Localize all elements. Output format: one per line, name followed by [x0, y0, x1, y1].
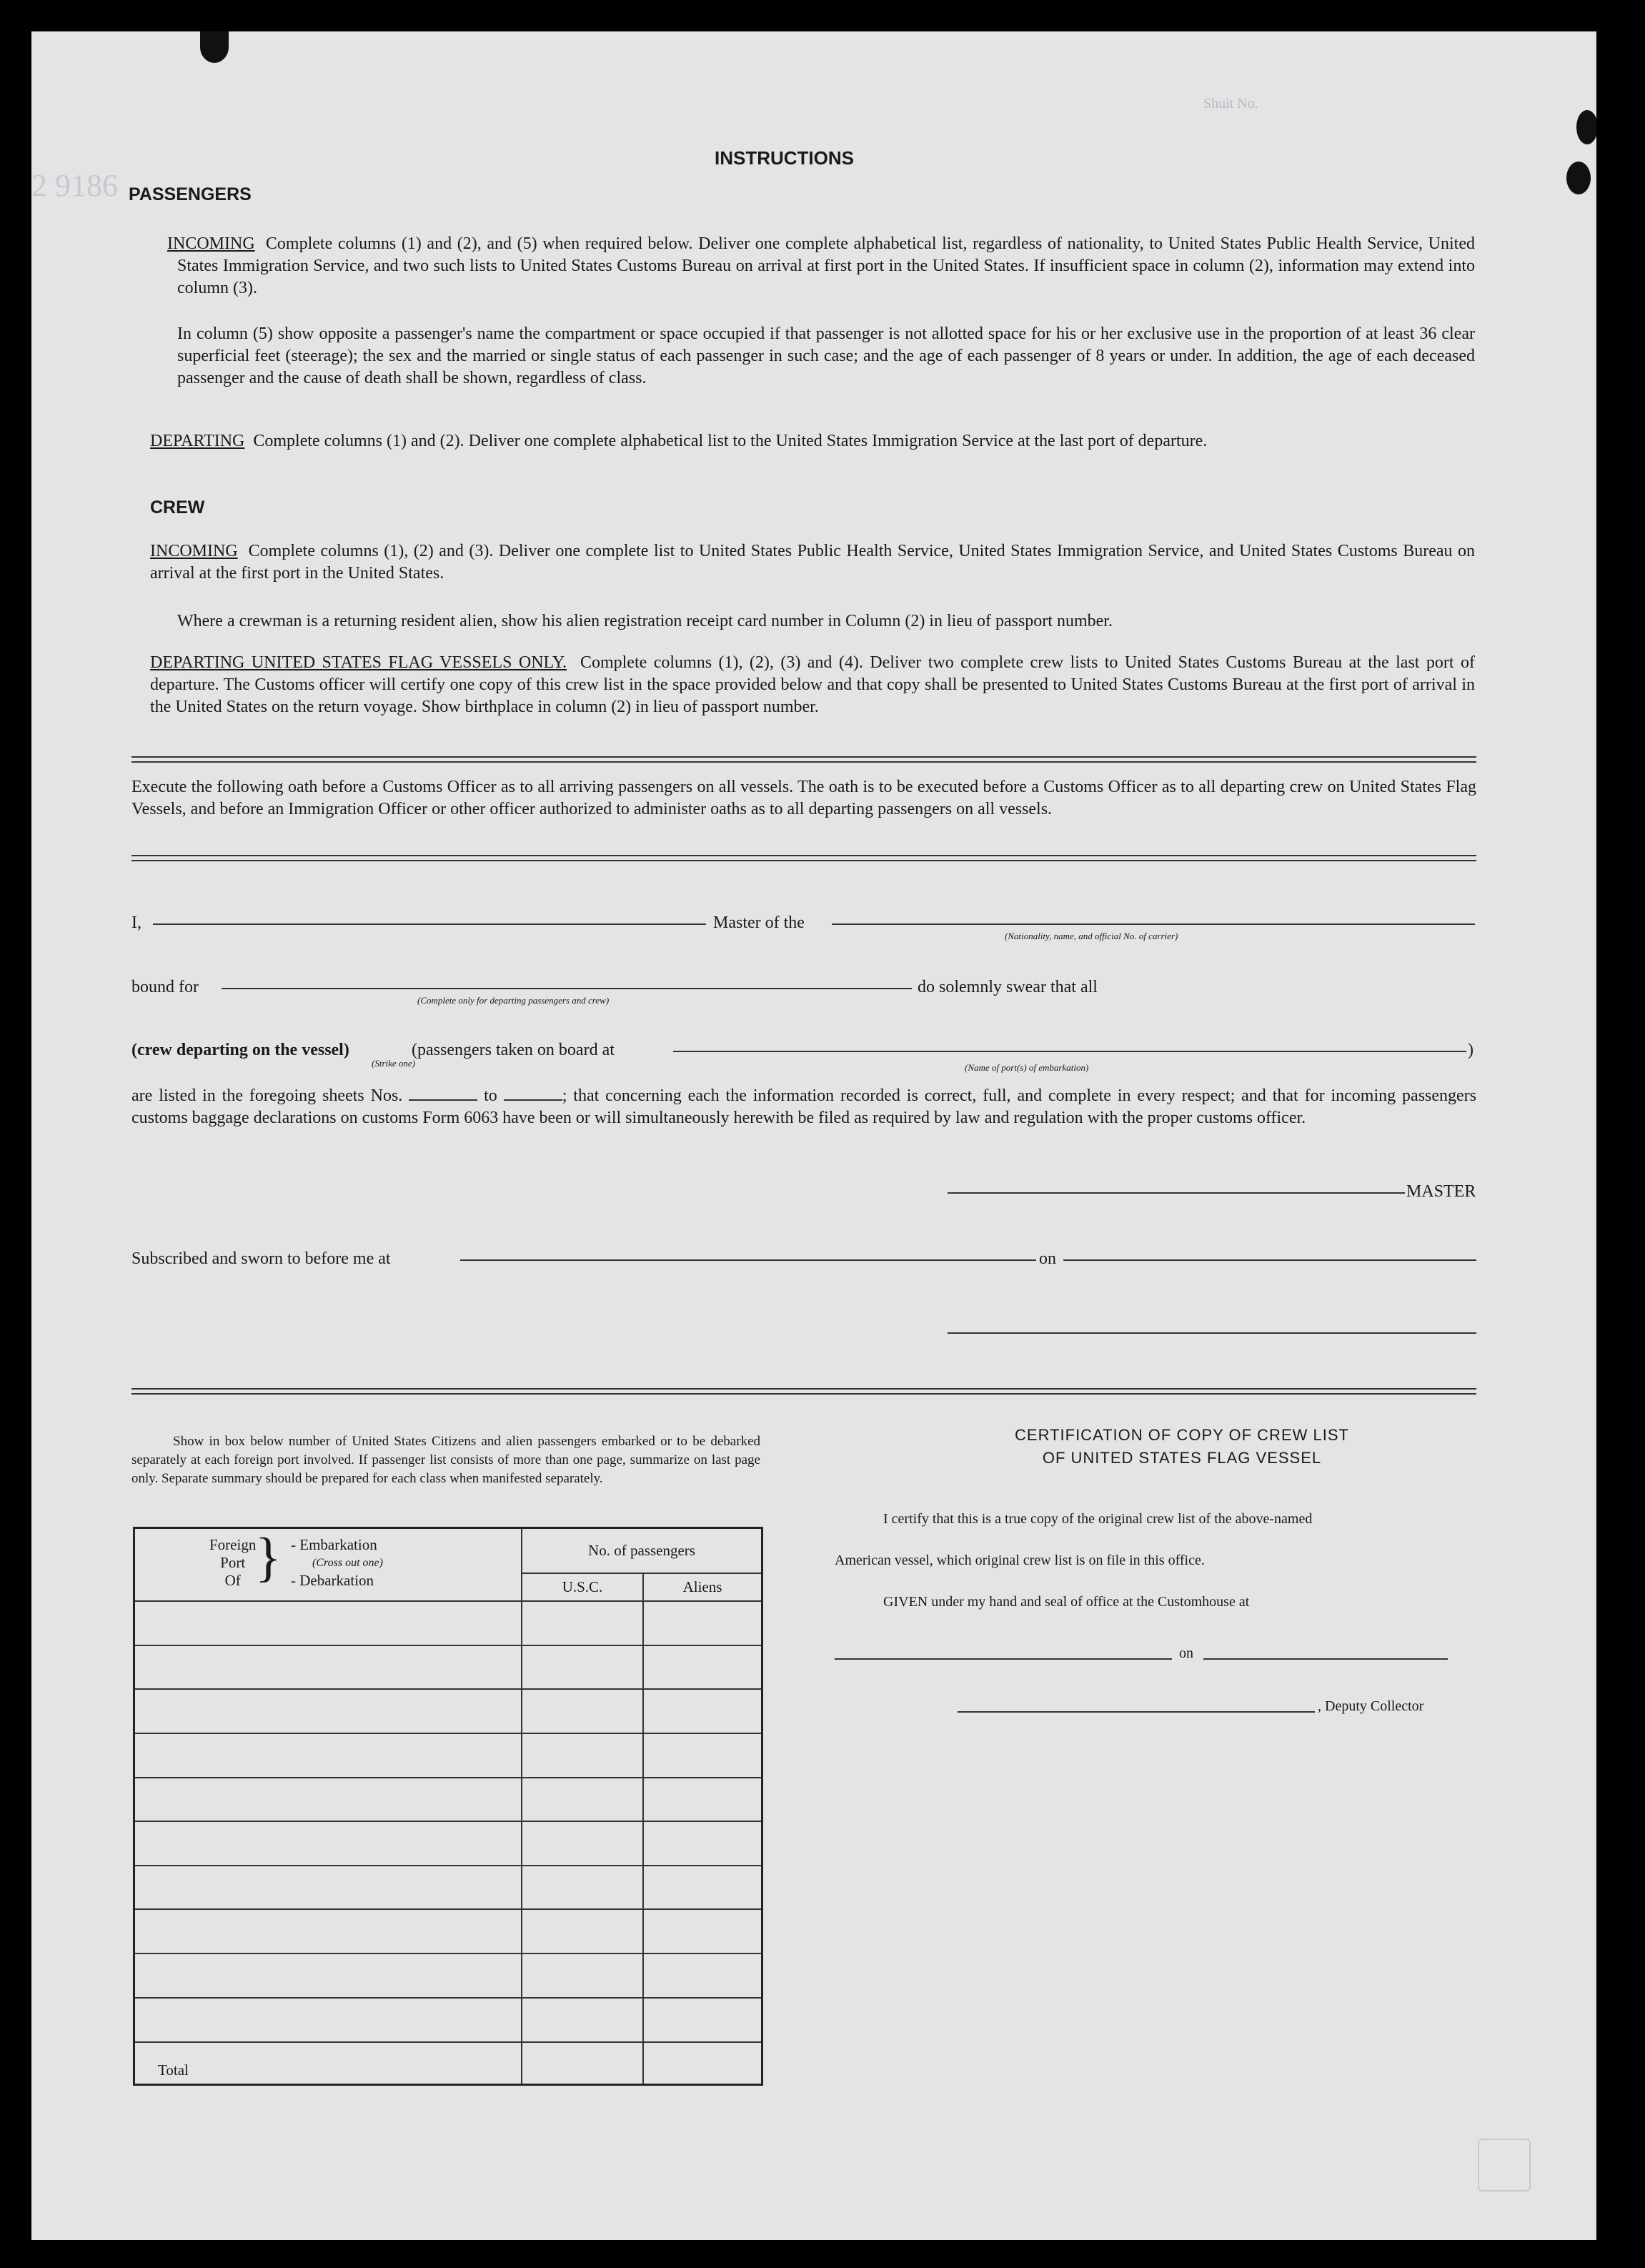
usc-cell[interactable]: [522, 1645, 643, 1690]
certification-title-line2: OF UNITED STATES FLAG VESSEL: [1042, 1449, 1322, 1467]
usc-cell[interactable]: [522, 1953, 643, 1998]
carrier-field[interactable]: [832, 923, 1475, 925]
debarkation-option[interactable]: - Debarkation: [291, 1572, 374, 1589]
usc-cell[interactable]: [522, 1909, 643, 1953]
listed-paragraph: [131, 1085, 1476, 1129]
foreign-port-of-label: [209, 1536, 256, 1590]
embark-debark-options: [291, 1536, 383, 1590]
summary-instructions-text: Show in box below number of United States Citizens and alien passengers embarked or to be debarked separately at each foreign port involved. If passenger list consists of more than one page, summarize on last page only. Separate summary should be prepared for each class when manifested separately.: [131, 1434, 760, 1486]
table-row: [134, 1601, 762, 1645]
oath-intro-text: Execute the following oath before a Customs Officer as to all arriving passengers on all vessels. The oath is to be executed before a Customs Officer as to all departing crew on United States Flag Vessels, and before an Immigration Officer or other officer authorized to administer oaths as to all departing passengers on all vessels.: [131, 778, 1476, 818]
usc-cell[interactable]: [522, 1866, 643, 1910]
port-cell[interactable]: [134, 1953, 522, 1998]
passengers-heading: PASSENGERS: [129, 184, 252, 204]
carrier-caption: (Nationality, name, and official No. of carrier): [1005, 931, 1178, 941]
aliens-cell[interactable]: [643, 1601, 762, 1645]
swear-label: do solemnly swear that all: [918, 978, 1098, 996]
punch-hole: [1576, 110, 1596, 144]
aliens-total-cell[interactable]: [643, 2042, 762, 2085]
passengers-departing-paragraph: [150, 430, 1475, 452]
ports-caption: (Name of port(s) of embarkation): [965, 1062, 1089, 1073]
faint-stamp: [1478, 2139, 1531, 2192]
total-row: [134, 2042, 762, 2085]
table-row: [134, 1998, 762, 2042]
embarkation-ports-field[interactable]: [673, 1051, 1466, 1052]
port-label: Port: [220, 1554, 246, 1571]
usc-cell[interactable]: [522, 1689, 643, 1733]
port-cell[interactable]: [134, 1998, 522, 2042]
aliens-cell[interactable]: [643, 1998, 762, 2042]
table-row: [134, 1821, 762, 1866]
crew-resident-paragraph: [177, 610, 1475, 633]
crew-departing-option-text: (crew departing on the vessel): [131, 1041, 349, 1059]
subscribed-date-field[interactable]: [1063, 1259, 1476, 1261]
crew-incoming-label: INCOMING: [150, 542, 238, 560]
brace-icon: }: [255, 1527, 282, 1588]
bound-for-field[interactable]: [222, 988, 912, 989]
usc-header: U.S.C.: [522, 1573, 643, 1601]
certification-title: [868, 1424, 1496, 1470]
page-title: INSTRUCTIONS: [715, 147, 854, 169]
aliens-cell[interactable]: [643, 1778, 762, 1822]
usc-cell[interactable]: [522, 1998, 643, 2042]
crew-incoming-paragraph: [150, 540, 1475, 585]
aliens-cell[interactable]: [643, 1645, 762, 1690]
crew-resident-text: Where a crewman is a returning resident alien, show his alien registration receipt card number in Column (2) in lieu of passport number.: [177, 612, 1113, 630]
bound-caption: (Complete only for departing passengers and crew): [417, 995, 610, 1006]
table-row: [134, 1645, 762, 1690]
certify-text: I certify that this is a true copy of the original crew list of the above-named: [883, 1511, 1313, 1527]
table-row: [134, 1866, 762, 1910]
strike-caption: (Strike one): [372, 1058, 416, 1069]
deputy-collector-label: , Deputy Collector: [1318, 1698, 1424, 1714]
faded-show-through: Shuit No.: [1203, 96, 1258, 112]
american-vessel-text: American vessel, which original crew list is on file in this office.: [835, 1553, 1205, 1568]
certification-date-field[interactable]: [1203, 1658, 1448, 1660]
listed-prefix: are listed in the foregoing sheets Nos.: [131, 1086, 403, 1105]
table-row: [134, 1733, 762, 1778]
of-label: Of: [224, 1572, 241, 1589]
subscribed-place-field[interactable]: [460, 1259, 1036, 1261]
passengers-taken-option[interactable]: (passengers taken on board at: [412, 1041, 615, 1059]
crew-departing-paragraph: [150, 652, 1475, 718]
deputy-collector-signature-field[interactable]: [958, 1711, 1315, 1713]
customhouse-place-field[interactable]: [835, 1658, 1172, 1660]
crew-departing-text: Complete columns (1), (2), (3) and (4). Deliver two complete crew lists to United States Customs Bureau at the last port of departure. The Customs officer will certify one copy of this crew list in the space provided below and that copy shall be presented to United States Customs Bureau at the first port of arrival in the United States on the return voyage. Show birthplace in column (2) in lieu of passport number.: [150, 653, 1475, 716]
ink-blot: [200, 31, 229, 63]
column5-text: In column (5) show opposite a passenger's name the compartment or space occupied if that passenger is not allotted space for his or her exclusive use in the proportion of at least 36 clear superficial feet (steerage); the sex and the married or single status of each passenger in such case; and the age of each passenger of 8 years or under. In addition, the age of each deceased passenger and the cause of death shall be shown, regardless of class.: [177, 325, 1475, 387]
usc-total-cell[interactable]: [522, 2042, 643, 2085]
usc-cell[interactable]: [522, 1601, 643, 1645]
table-row: [134, 1689, 762, 1733]
port-cell[interactable]: [134, 1733, 522, 1778]
table-row: [134, 1909, 762, 1953]
listed-text: ; that concerning each the information recorded is correct, full, and complete in every respect; and that for incoming passengers customs baggage declarations on customs Form 6063 have been or will simultaneously herewith be filed as required by law and regulation with the proper customs officer.: [131, 1086, 1477, 1127]
passenger-summary-table: [133, 1527, 763, 2086]
oath-i-label: I,: [131, 913, 141, 932]
subscribed-label: Subscribed and sworn to before me at: [131, 1249, 391, 1268]
foreign-label: Foreign: [209, 1536, 257, 1553]
cross-out-caption: (Cross out one): [312, 1557, 383, 1569]
master-of-label: Master of the: [713, 913, 805, 932]
embarkation-option[interactable]: - Embarkation: [291, 1536, 377, 1553]
aliens-cell[interactable]: [643, 1866, 762, 1910]
passengers-departing-text: Complete columns (1) and (2). Deliver one complete alphabetical list to the United States Immigration Service at the last port of departure.: [253, 432, 1208, 450]
no-of-passengers-header: No. of passengers: [522, 1528, 762, 1574]
passengers-incoming-label: INCOMING: [167, 234, 255, 253]
passengers-departing-label: DEPARTING: [150, 432, 245, 450]
certification-on-label: on: [1179, 1645, 1193, 1661]
section-divider: [131, 1388, 1476, 1395]
sheet-from-field[interactable]: [409, 1086, 477, 1101]
crew-departing-label: DEPARTING UNITED STATES FLAG VESSELS ONLY.: [150, 653, 567, 672]
master-signature-field[interactable]: [948, 1192, 1405, 1194]
aliens-cell[interactable]: [643, 1953, 762, 1998]
usc-cell[interactable]: [522, 1821, 643, 1866]
bound-for-label: bound for: [131, 978, 199, 996]
section-divider: [131, 855, 1476, 861]
sheet-to-field[interactable]: [504, 1086, 562, 1101]
crew-incoming-text: Complete columns (1), (2) and (3). Deliver one complete list to United States Public Health Service, United States Immigration Service, and United States Customs Bureau on arrival at the first port in the United States.: [150, 542, 1476, 583]
usc-cell[interactable]: [522, 1733, 643, 1778]
oath-intro-paragraph: [131, 776, 1476, 821]
section-divider: [131, 756, 1476, 763]
to-label: to: [484, 1086, 497, 1105]
aliens-header: Aliens: [643, 1573, 762, 1601]
passengers-incoming-text: Complete columns (1) and (2), and (5) when required below. Deliver one complete alphabetical list, regardless of nationality, to United States Public Health Service, United States Immigration Service, and two such lists to United States Customs Bureau on arrival at first port in the United States. If insufficient space in column (2), information may extend into column (3).: [177, 234, 1475, 297]
port-cell[interactable]: [134, 1909, 522, 1953]
usc-cell[interactable]: [522, 1778, 643, 1822]
summary-instructions: [131, 1432, 760, 1488]
foreign-port-header: [134, 1528, 522, 1602]
passengers-incoming-paragraph: [167, 233, 1475, 299]
port-cell[interactable]: [134, 1601, 522, 1645]
form-sheet: [31, 31, 1596, 2240]
subscribed-on-label: on: [1039, 1249, 1056, 1268]
table-row: [134, 1778, 762, 1822]
aliens-cell[interactable]: [643, 1821, 762, 1866]
given-text: GIVEN under my hand and seal of office at the Customhouse at: [883, 1594, 1250, 1610]
close-paren: ): [1468, 1041, 1473, 1059]
faded-show-through: 2 9186: [31, 168, 118, 203]
certification-title-line1: CERTIFICATION OF COPY OF CREW LIST: [1015, 1426, 1349, 1444]
table-row: [134, 1953, 762, 1998]
aliens-cell[interactable]: [643, 1909, 762, 1953]
port-cell[interactable]: [134, 1689, 522, 1733]
port-cell[interactable]: [134, 1778, 522, 1822]
crew-heading: CREW: [150, 497, 205, 518]
port-cell[interactable]: [134, 1866, 522, 1910]
aliens-cell[interactable]: [643, 1689, 762, 1733]
master-name-field[interactable]: [153, 923, 706, 925]
passengers-column5-paragraph: [177, 323, 1475, 390]
aliens-cell[interactable]: [643, 1733, 762, 1778]
master-label: MASTER: [1406, 1182, 1476, 1201]
officer-signature-field[interactable]: [948, 1332, 1476, 1334]
port-cell[interactable]: [134, 1821, 522, 1866]
crew-departing-option[interactable]: [131, 1039, 349, 1061]
port-cell[interactable]: [134, 1645, 522, 1690]
punch-hole: [1566, 162, 1591, 194]
total-label: Total: [134, 2042, 522, 2085]
